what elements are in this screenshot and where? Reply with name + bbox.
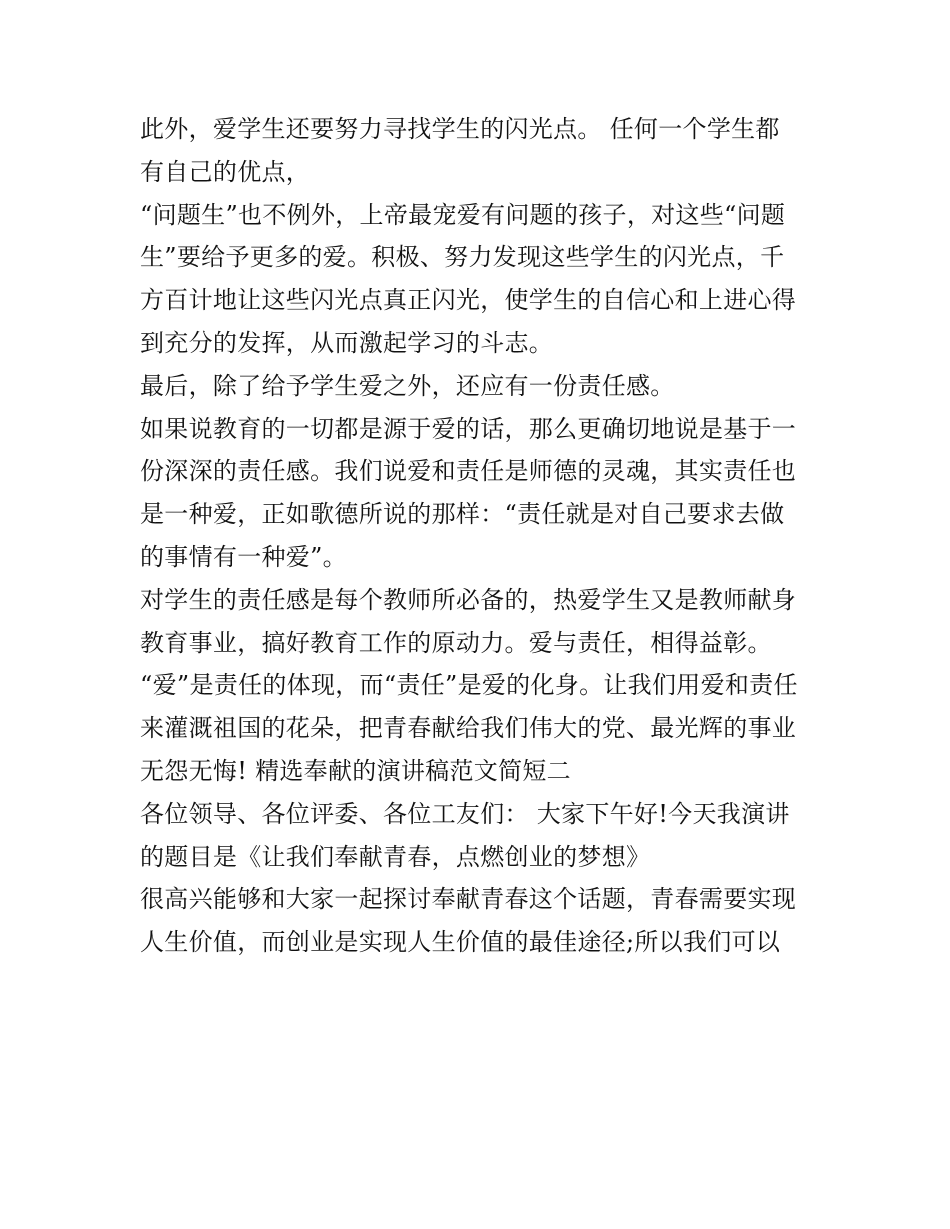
- text-line: 是一种爱，正如歌德所说的那样：“责任就是对自己要求去做: [140, 500, 785, 529]
- text-line: 来灌溉祖国的花朵，把青春献给我们伟大的党、最光辉的事业: [140, 714, 797, 743]
- text-line: “问题生”也不例外，上帝最宠爱有问题的孩子，对这些“问题: [140, 200, 786, 229]
- text-line: 对学生的责任感是每个教师所必备的，热爱学生又是教师献身: [140, 585, 797, 614]
- text-line: 最后，除了给予学生爱之外，还应有一份责任感。: [140, 371, 675, 400]
- text-line: 的事情有一种爱”。: [140, 542, 347, 571]
- document-text: [140, 108, 820, 964]
- text-line: 很高兴能够和大家一起探讨奉献青春这个话题，青春需要实现: [140, 885, 797, 914]
- text-line: “爱”是责任的体现，而“责任”是爱的化身。让我们用爱和责任: [140, 671, 798, 700]
- text-line: 教育事业，搞好教育工作的原动力。爱与责任，相得益彰。: [140, 628, 772, 657]
- text-line: 各位领导、各位评委、各位工友们： 大家下午好!今天我演讲: [140, 799, 790, 828]
- text-line: 无怨无悔! 精选奉献的演讲稿范文简短二: [140, 756, 571, 785]
- text-line: 到充分的发挥，从而激起学习的斗志。: [140, 328, 554, 357]
- text-line: 此外，爱学生还要努力寻找学生的闪光点。 任何一个学生都: [140, 115, 780, 143]
- text-line: 生”要给予更多的爱。积极、努力发现这些学生的闪光点，千: [140, 243, 785, 272]
- text-line: 人生价值，而创业是实现人生价值的最佳途径;所以我们可以: [140, 928, 781, 957]
- text-line: 的题目是《让我们奉献青春，点燃创业的梦想》: [140, 842, 651, 871]
- text-line: 方百计地让这些闪光点真正闪光，使学生的自信心和上进心得: [140, 286, 797, 315]
- text-line: 份深深的责任感。我们说爱和责任是师德的灵魂，其实责任也: [140, 457, 797, 486]
- text-line: 如果说教育的一切都是源于爱的话，那么更确切地说是基于一: [140, 414, 797, 443]
- text-line: 有自己的优点，: [140, 157, 311, 186]
